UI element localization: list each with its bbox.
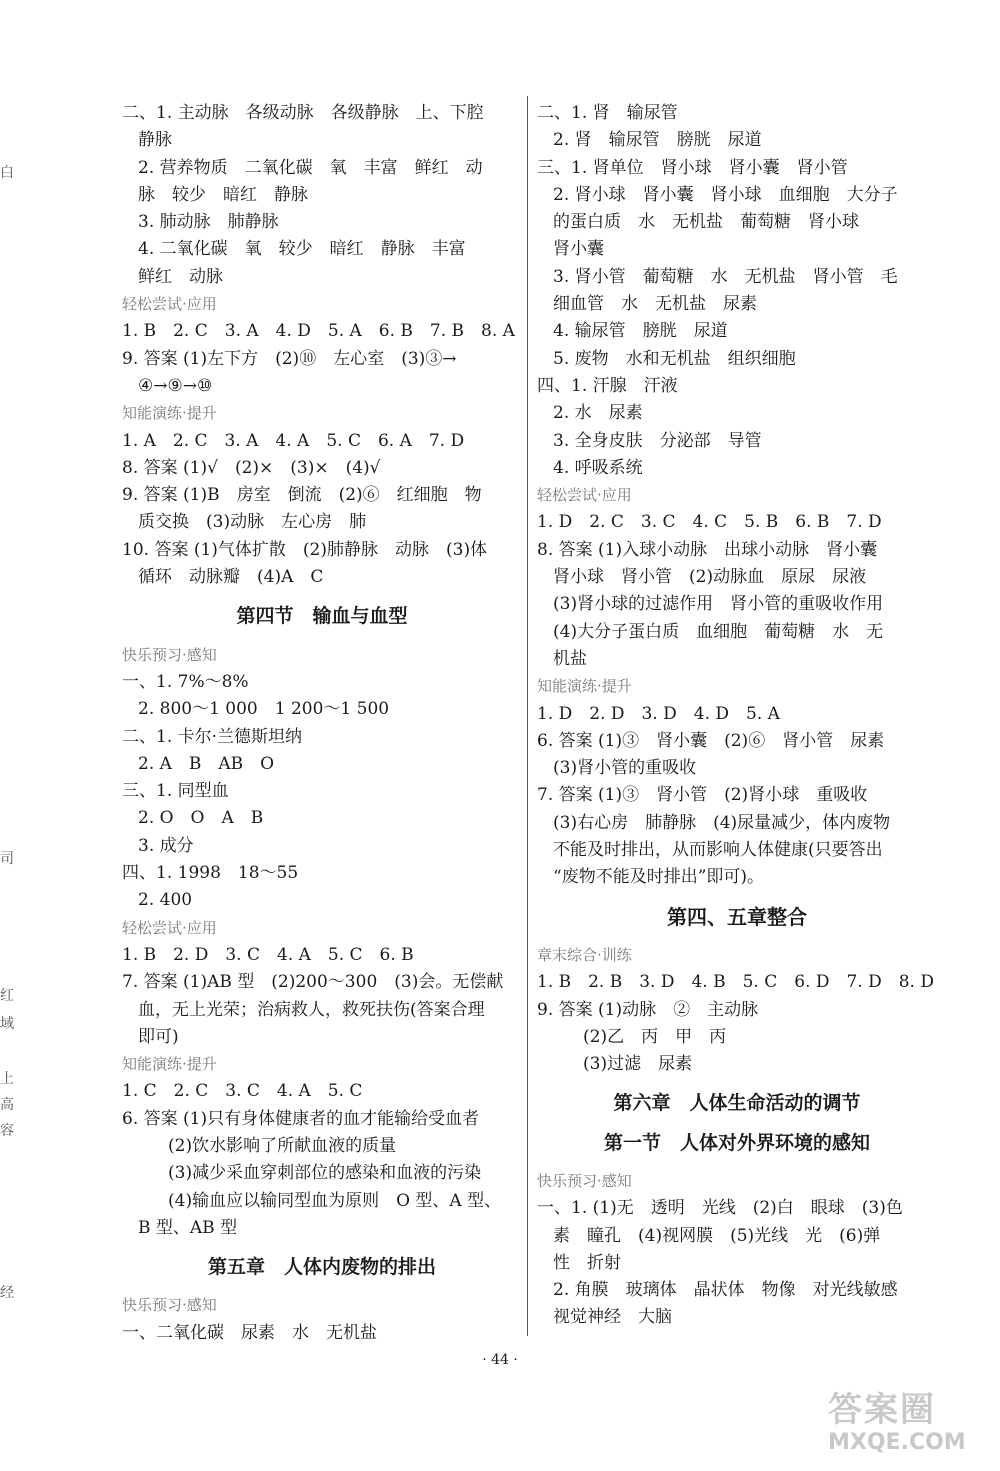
right-answer-line: 1. D 2. D 3. D 4. D 5. A (537, 703, 780, 724)
left-answer-line: 3. 成分 (138, 835, 194, 856)
left-answer-line: 1. A 2. C 3. A 4. A 5. C 6. A 7. D (122, 430, 465, 451)
right-answer-line: 视觉神经 大脑 (553, 1307, 672, 1328)
left-answer-line: 静脉 (138, 130, 172, 151)
right-answer-line: 细血管 水 无机盐 尿素 (553, 294, 757, 315)
right-answer-line: 不能及时排出，从而影响人体健康(只要答出 (553, 840, 883, 861)
left-answer-line: (4)输血应以输同型血为原则 O 型、A 型、 (168, 1190, 502, 1211)
section-label: 知能演练·提升 (122, 1055, 217, 1074)
section-label: 章末综合·训练 (537, 945, 632, 964)
edge-fragment: 经 (0, 1285, 14, 1301)
right-answer-line: 3. 肾小管 葡萄糖 水 无机盐 肾小管 毛 (553, 266, 898, 287)
left-answer-line: 4. 二氧化碳 氧 较少 暗红 静脉 丰富 (138, 239, 466, 260)
section-label: 轻松尝试·应用 (122, 295, 217, 314)
right-answer-line: (3)肾小球的过滤作用 肾小管的重吸收作用 (553, 594, 884, 615)
right-answer-line: “废物不能及时排出”即可)。 (553, 867, 765, 888)
right-answer-line: (4)大分子蛋白质 血细胞 葡萄糖 水 无 (553, 621, 884, 642)
left-answer-line: 1. C 2. C 3. C 4. A 5. C (122, 1081, 363, 1102)
right-answer-line: 1. D 2. C 3. C 4. C 5. B 6. B 7. D (537, 512, 882, 533)
left-answer-line: 即可) (138, 1026, 179, 1047)
right-answer-line: 性 折射 (553, 1252, 621, 1273)
edge-fragment: 司 (0, 851, 14, 867)
section-label: 知能演练·提升 (122, 404, 217, 423)
right-answer-line: 9. 答案 (1)动脉 ② 主动脉 (537, 999, 759, 1020)
left-answer-line: 鲜红 动脉 (138, 266, 223, 287)
section-label: 快乐预习·感知 (122, 1296, 217, 1315)
chapter-heading: 第五章 人体内废物的排出 (207, 1256, 436, 1279)
right-answer-line: 8. 答案 (1)入球小动脉 出球小动脉 肾小囊 (537, 539, 878, 560)
right-column (537, 100, 937, 1332)
left-answer-line: 10. 答案 (1)气体扩散 (2)肺静脉 动脉 (3)体 (122, 539, 488, 560)
left-answer-line: 二、1. 主动脉 各级动脉 各级静脉 上、下腔 (122, 103, 484, 123)
right-answer-line: 2. 角膜 玻璃体 晶状体 物像 对光线敏感 (553, 1280, 898, 1301)
right-answer-line: 三、1. 肾单位 肾小球 肾小囊 肾小管 (537, 157, 848, 178)
section-label: 快乐预习·感知 (122, 645, 217, 664)
right-answer-line: 的蛋白质 水 无机盐 葡萄糖 肾小球 (553, 212, 859, 233)
left-answer-line: 四、1. 1998 18～55 (122, 863, 299, 884)
section-label: 轻松尝试·应用 (537, 486, 632, 505)
right-answer-line: 一、1. (1)无 透明 光线 (2)白 眼球 (3)色 (537, 1198, 903, 1219)
right-answer-line: (3)过滤 尿素 (583, 1054, 693, 1075)
edge-fragment: 域 (0, 1016, 14, 1032)
left-answer-line: 二、1. 卡尔·兰德斯坦纳 (122, 726, 303, 747)
watermark (828, 1390, 993, 1465)
watermark-logo: 答案圈 (828, 1390, 936, 1430)
right-answer-line: 4. 输尿管 膀胱 尿道 (553, 321, 728, 342)
edge-fragment: 高 (0, 1097, 14, 1113)
right-answer-line: 3. 全身皮肤 分泌部 导管 (553, 430, 762, 451)
section-label: 知能演练·提升 (537, 677, 632, 696)
edge-fragment: 白 (0, 165, 14, 181)
right-answer-line: (2)乙 丙 甲 丙 (583, 1026, 727, 1047)
right-answer-line: 6. 答案 (1)③ 肾小囊 (2)⑥ 肾小管 尿素 (537, 730, 885, 751)
right-answer-line: 二、1. 肾 输尿管 (537, 103, 678, 123)
left-answer-line: 脉 较少 暗红 静脉 (138, 184, 308, 205)
left-answer-line: 7. 答案 (1)AB 型 (2)200～300 (3)会。无偿献 (122, 972, 504, 993)
edge-fragment: 容 (0, 1123, 14, 1139)
right-answer-line: (3)肾小管的重吸收 (553, 758, 697, 779)
left-answer-line: 1. B 2. D 3. C 4. A 5. C 6. B (122, 944, 414, 965)
right-answer-line: 2. 肾小球 肾小囊 肾小球 血细胞 大分子 (553, 184, 898, 205)
left-answer-line: 2. A B AB O (138, 753, 275, 774)
left-answer-line: (2)饮水影响了所献血液的质量 (168, 1135, 397, 1156)
left-answer-line: 3. 肺动脉 肺静脉 (138, 212, 279, 233)
chapter-heading: 第一节 人体对外界环境的感知 (603, 1131, 870, 1154)
left-answer-line: (3)减少采血穿刺部位的感染和血液的污染 (168, 1163, 482, 1184)
left-answer-line: 血，无上光荣；治病救人，救死扶伤(答案合理 (138, 999, 485, 1020)
left-answer-line: 6. 答案 (1)只有身体健康者的血才能输给受血者 (122, 1108, 480, 1129)
right-answer-line: 素 瞳孔 (4)视网膜 (5)光线 光 (6)弹 (553, 1225, 881, 1246)
left-answer-line: 三、1. 同型血 (122, 781, 229, 802)
right-answer-line: 肾小囊 (553, 239, 604, 260)
section-label: 轻松尝试·应用 (122, 918, 217, 937)
page-number: · 44 · (482, 1352, 518, 1368)
left-answer-line: 一、二氧化碳 尿素 水 无机盐 (122, 1322, 377, 1343)
left-answer-line: 8. 答案 (1)√ (2)× (3)× (4)√ (122, 457, 381, 478)
right-answer-line: 2. 水 尿素 (553, 403, 643, 424)
left-answer-line: 质交换 (3)动脉 左心房 肺 (138, 512, 367, 533)
column-divider (527, 96, 528, 1336)
right-answer-line: 肾小球 肾小管 (2)动脉血 原尿 尿液 (553, 567, 867, 588)
right-answer-line: 4. 呼吸系统 (553, 457, 643, 478)
right-answer-line: 2. 肾 输尿管 膀胱 尿道 (553, 130, 762, 151)
chapter-heading: 第四、五章整合 (667, 904, 807, 929)
left-answer-line: 9. 答案 (1)B 房室 倒流 (2)⑥ 红细胞 物 (122, 485, 482, 506)
left-answer-line: 2. 400 (138, 890, 193, 911)
right-answer-line: 四、1. 汗腺 汗液 (537, 375, 678, 396)
left-answer-line: 2. O O A B (138, 808, 264, 829)
chapter-heading: 第六章 人体生命活动的调节 (613, 1092, 861, 1115)
right-answer-line: 机盐 (553, 648, 587, 669)
left-answer-line: 一、1. 7%～8% (122, 671, 249, 692)
right-answer-line: 5. 废物 水和无机盐 组织细胞 (553, 348, 796, 369)
left-column (122, 100, 522, 1347)
chapter-heading: 第四节 输血与血型 (236, 605, 408, 628)
left-answer-line: ④→⑨→⑩ (138, 375, 213, 396)
edge-fragment: 红 (0, 988, 14, 1004)
section-label: 快乐预习·感知 (537, 1171, 632, 1190)
right-answer-line: 1. B 2. B 3. D 4. B 5. C 6. D 7. D 8. D (537, 972, 934, 993)
edge-fragment: 上 (0, 1071, 14, 1087)
watermark-url: MXQE.COM (828, 1430, 966, 1455)
left-answer-line: 9. 答案 (1)左下方 (2)⑩ 左心室 (3)③→ (122, 348, 457, 369)
right-answer-line: 7. 答案 (1)③ 肾小管 (2)肾小球 重吸收 (537, 785, 868, 806)
left-answer-line: 2. 800～1 000 1 200～1 500 (138, 699, 390, 720)
left-answer-line: 2. 营养物质 二氧化碳 氧 丰富 鲜红 动 (138, 157, 483, 178)
left-answer-line: 循环 动脉瓣 (4)A C (138, 567, 324, 588)
left-answer-line: 1. B 2. C 3. A 4. D 5. A 6. B 7. B 8. A (122, 321, 515, 342)
left-answer-line: B 型、AB 型 (138, 1217, 238, 1238)
right-answer-line: (3)右心房 肺静脉 (4)尿量减少，体内废物 (553, 812, 891, 833)
